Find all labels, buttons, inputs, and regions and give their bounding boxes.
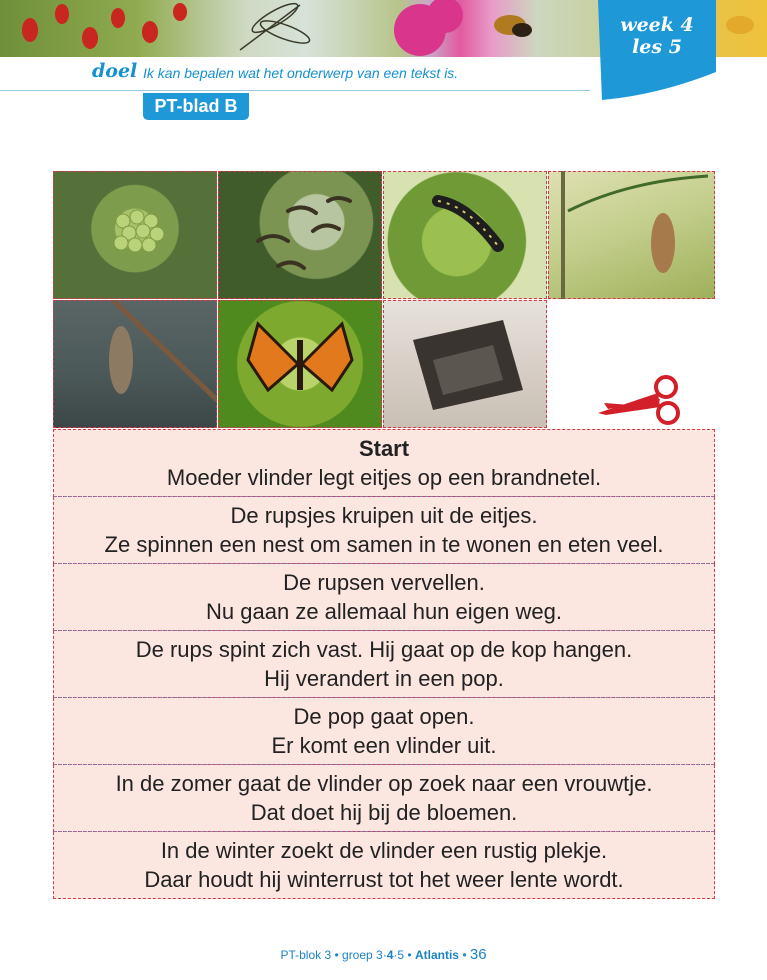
strip-line: De rups spint zich vast. Hij gaat op de kop hangen.	[135, 637, 633, 662]
sheet-label: PT-blad B	[143, 93, 249, 120]
text-strip	[53, 429, 715, 497]
footer-groep-suffix: 5	[397, 948, 405, 962]
strip-divider	[54, 697, 714, 698]
footer-groep-prefix: groep 3	[342, 948, 383, 962]
page-number: 36	[469, 946, 487, 963]
strip-line: De pop gaat open.	[293, 704, 475, 729]
strip-divider	[54, 831, 714, 832]
strip-line: Er komt een vlinder uit.	[271, 733, 497, 758]
doel-divider	[0, 90, 590, 91]
footer-series: Atlantis	[414, 948, 459, 962]
eggs-on-leaf-photo	[53, 171, 217, 299]
doel-label: doel	[92, 60, 138, 82]
butterfly-open-wings-photo	[218, 300, 382, 428]
text-strip	[53, 631, 715, 698]
strip-line: Moeder vlinder legt eitjes op een brandnetel.	[166, 465, 602, 490]
text-strip	[53, 765, 715, 832]
caterpillar-photo	[383, 171, 547, 299]
strip-line: De rupsjes kruipen uit de eitjes.	[230, 503, 538, 528]
text-strip	[53, 564, 715, 631]
text-strip	[53, 698, 715, 765]
text-strip	[53, 832, 715, 899]
strip-line: Daar houdt hij winterrust tot het weer lente wordt.	[144, 867, 624, 892]
open-chrysalis-photo	[53, 300, 217, 428]
chrysalis-photo	[548, 171, 715, 299]
doel-text: Ik kan bepalen wat het onderwerp van een tekst is.	[143, 65, 459, 81]
footer-blok: PT-blok 3	[280, 948, 332, 962]
strip-divider	[54, 630, 714, 631]
page-footer: PT-blok 3 • groep 3·4·5 • Atlantis • 36	[280, 946, 487, 963]
strip-line: In de zomer gaat de vlinder op zoek naar een vrouwtje.	[115, 771, 653, 796]
strip-divider	[54, 496, 714, 497]
strip-line: Dat doet hij bij de bloemen.	[250, 800, 518, 825]
week-lesson-label	[598, 14, 716, 58]
strip-line: Nu gaan ze allemaal hun eigen weg.	[206, 599, 562, 624]
strip-divider	[54, 563, 714, 564]
footer-groep: groep 3·4·5	[342, 948, 405, 962]
scissors-icon	[598, 373, 684, 429]
strip-line: De rupsen vervellen.	[283, 570, 485, 595]
week-label: week 4	[620, 14, 694, 36]
text-strip	[53, 497, 715, 564]
strip-divider	[54, 764, 714, 765]
caterpillar-nest-photo	[218, 171, 382, 299]
strip-heading: Start	[358, 436, 410, 461]
strip-line: In de winter zoekt de vlinder een rustig plekje.	[160, 838, 608, 863]
strip-line: Ze spinnen een nest om samen in te wonen en eten veel.	[104, 532, 664, 557]
lesson-label: les 5	[632, 36, 682, 58]
butterfly-closed-wings-photo	[383, 300, 547, 428]
footer-groep-current: 4	[386, 948, 394, 962]
strip-line: Hij verandert in een pop.	[264, 666, 504, 691]
text-strips	[53, 429, 715, 899]
